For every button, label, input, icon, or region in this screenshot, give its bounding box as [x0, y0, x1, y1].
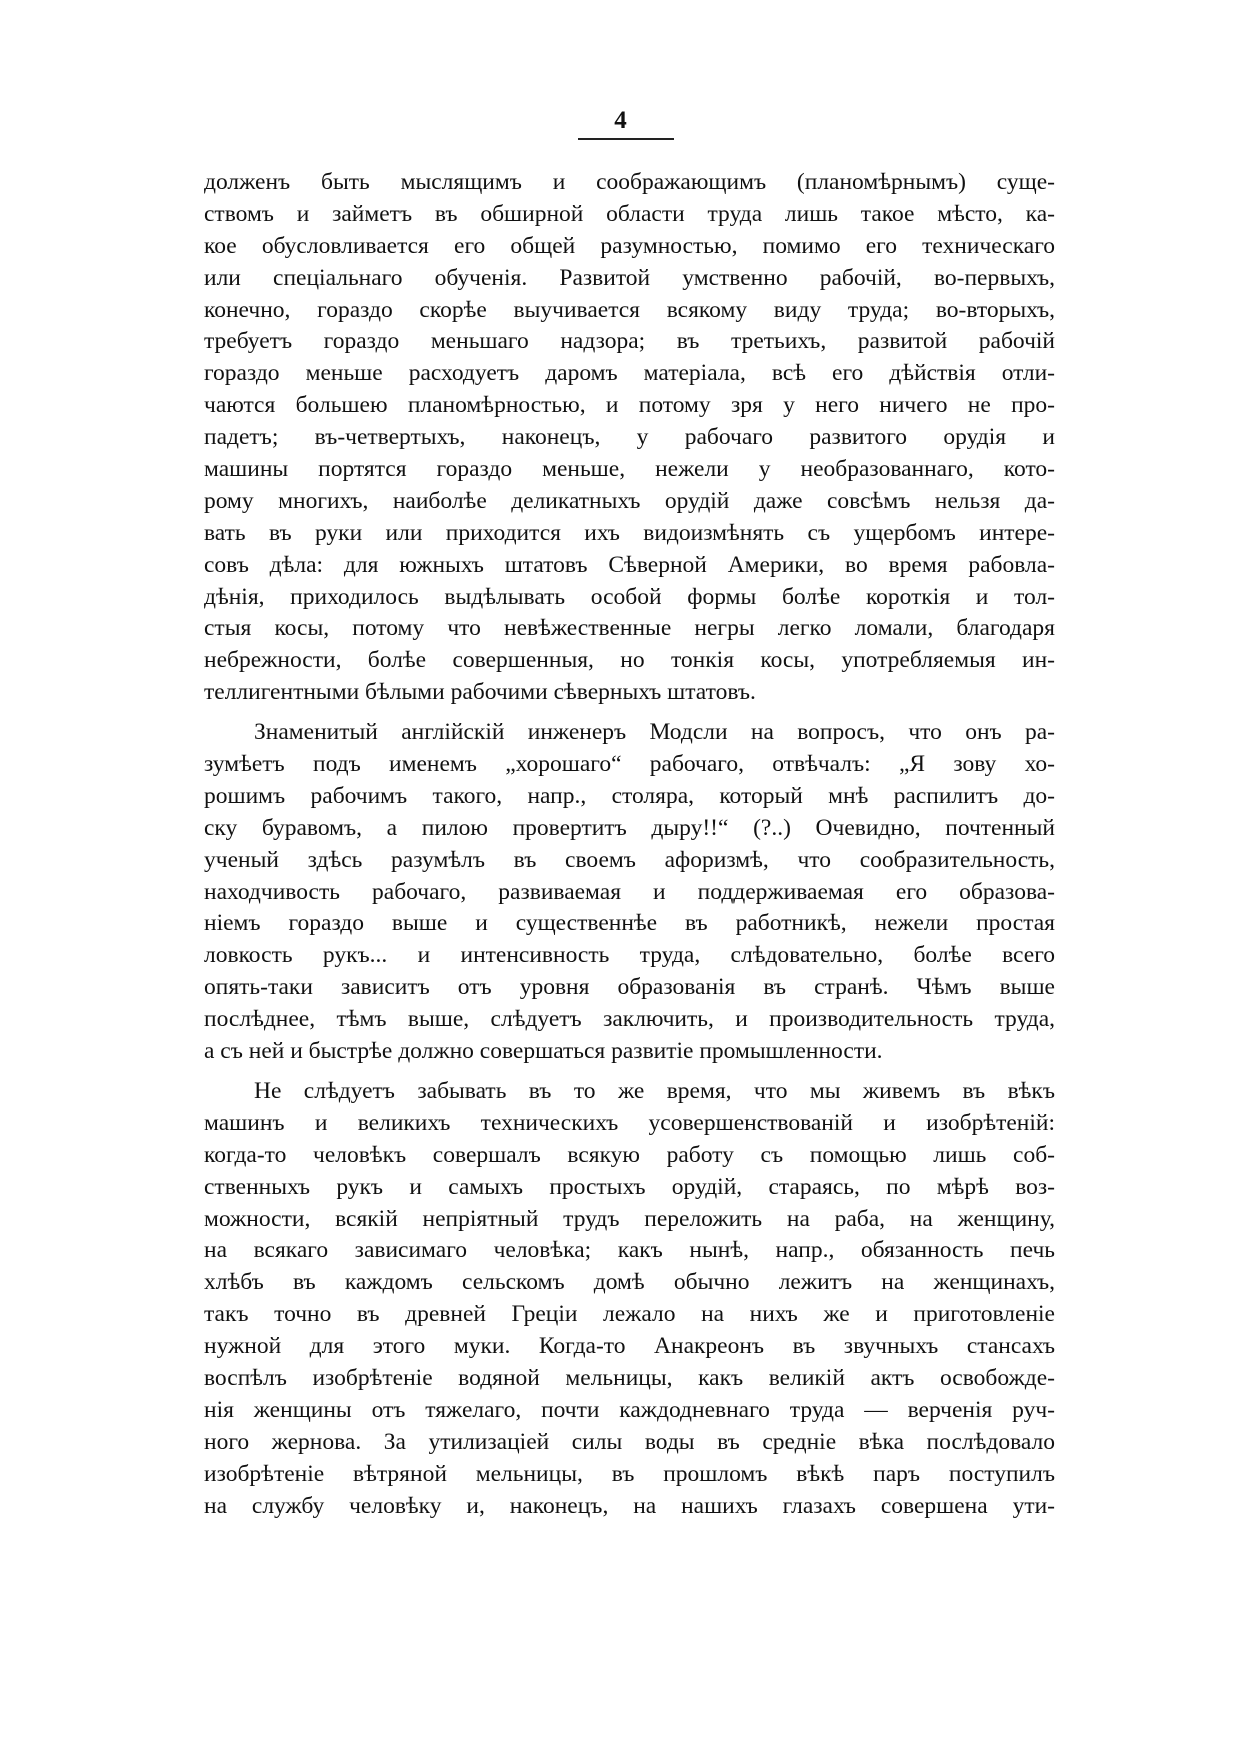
text-line: находчивость рабочаго, развиваемая и поддерживаемая его образова- — [204, 878, 1055, 905]
text-line: небрежности, болѣе совершенныя, но тонкія косы, употребляемыя ин- — [204, 647, 1055, 674]
text-line: или спеціальнаго обученія. Развитой умственно рабочій, во-первыхъ, — [204, 264, 1055, 291]
text-line: гораздо меньше расходуетъ даромъ матеріала, всѣ его дѣйствія отли- — [204, 360, 1055, 387]
text-line: падетъ; въ-четвертыхъ, наконецъ, у рабочаго развитого орудія и — [204, 424, 1055, 451]
text-line: а съ ней и быстрѣе должно совершаться развитіе промышленности. — [204, 1038, 883, 1065]
body-text — [204, 167, 1055, 1522]
text-line: Не слѣдуетъ забывать въ то же время, что мы живемъ въ вѣкъ — [254, 1077, 1055, 1104]
text-line: такъ точно въ древней Греціи лежало на нихъ же и приготовленіе — [204, 1301, 1055, 1328]
text-line: ловкость рукъ... и интенсивность труда, слѣдовательно, болѣе всего — [204, 942, 1055, 969]
text-line: нужной для этого муки. Когда-то Анакреонъ въ звучныхъ стансахъ — [204, 1333, 1055, 1360]
page-number-rule — [578, 138, 674, 140]
text-line: ученый здѣсь разумѣлъ въ своемъ афоризмѣ, что сообразительность, — [204, 846, 1055, 873]
text-line: машины портятся гораздо меньше, нежели у необразованнаго, кото- — [204, 456, 1055, 483]
text-line: на всякаго зависимаго человѣка; какъ нынѣ, напр., обязанность печь — [204, 1237, 1055, 1264]
paragraph-gap — [204, 1068, 1055, 1076]
text-line: Знаменитый англійскій инженеръ Модсли на вопросъ, что онъ ра- — [254, 719, 1055, 746]
text-line: теллигентными бѣлыми рабочими сѣверныхъ штатовъ. — [204, 679, 756, 706]
paragraph-gap — [204, 709, 1055, 717]
text-line: ніемъ гораздо выше и существеннѣе въ работникѣ, нежели простая — [204, 910, 1055, 937]
text-line: когда-то человѣкъ совершалъ всякую работу съ помощью лишь соб- — [204, 1141, 1055, 1168]
text-line: опять-таки зависитъ отъ уровня образованія въ странѣ. Чѣмъ выше — [204, 974, 1055, 1001]
text-line: хлѣбъ въ каждомъ сельскомъ домѣ обычно лежитъ на женщинахъ, — [204, 1269, 1055, 1296]
text-line: вать въ руки или приходится ихъ видоизмѣнять съ ущербомъ интере- — [204, 519, 1055, 546]
text-line: зумѣетъ подъ именемъ „хорошаго“ рабочаго, отвѣчалъ: „Я зову хо- — [204, 751, 1055, 778]
text-line: совъ дѣла: для южныхъ штатовъ Сѣверной Америки, во время рабовла- — [204, 551, 1055, 578]
text-line: ного жернова. За утилизаціей силы воды въ средніе вѣка послѣдовало — [204, 1428, 1055, 1455]
text-line: можности, всякій непріятный трудъ переложить на раба, на женщину, — [204, 1205, 1055, 1232]
text-line: конечно, гораздо скорѣе выучивается всякому виду труда; во-вторыхъ, — [204, 296, 1055, 323]
text-line: машинъ и великихъ техническихъ усовершенствованій и изобрѣтеній: — [204, 1109, 1055, 1136]
text-line: на службу человѣку и, наконецъ, на нашихъ глазахъ совершена ути- — [204, 1492, 1055, 1519]
text-line: стыя косы, потому что невѣжественные негры легко ломали, благодаря — [204, 615, 1055, 642]
text-line: дѣнія, приходилось выдѣлывать особой формы болѣе короткія и тол- — [204, 583, 1055, 610]
text-line: рому многихъ, наиболѣе деликатныхъ орудій даже совсѣмъ нельзя да- — [204, 487, 1055, 514]
page-number: 4 — [614, 107, 627, 134]
text-line: ственныхъ рукъ и самыхъ простыхъ орудій, стараясь, по мѣрѣ воз- — [204, 1173, 1055, 1200]
text-line: долженъ быть мыслящимъ и соображающимъ (планомѣрнымъ) суще- — [204, 169, 1055, 195]
text-line: требуетъ гораздо меньшаго надзора; въ третьихъ, развитой рабочій — [204, 328, 1055, 355]
text-line: нія женщины отъ тяжелаго, почти каждодневнаго труда — верченія руч- — [204, 1396, 1055, 1423]
text-line: послѣднее, тѣмъ выше, слѣдуетъ заключить, и производительность труда, — [204, 1006, 1055, 1033]
text-line: изобрѣтеніе вѣтряной мельницы, въ прошломъ вѣкѣ паръ поступилъ — [204, 1460, 1055, 1487]
text-line: чаются большею планомѣрностью, и потому зря у него ничего не про- — [204, 392, 1055, 419]
text-line: ствомъ и займетъ въ обширной области труда лишь такое мѣсто, ка- — [204, 200, 1055, 227]
text-line: воспѣлъ изобрѣтеніе водяной мельницы, какъ великій актъ освобожде- — [204, 1364, 1055, 1391]
text-line: рошимъ рабочимъ такого, напр., столяра, который мнѣ распилитъ до- — [204, 782, 1055, 809]
text-line: ску буравомъ, а пилою провертитъ дыру!!“ (?..) Очевидно, почтенный — [204, 814, 1055, 841]
text-line: кое обусловливается его общей разумностью, помимо его техническаго — [204, 232, 1055, 259]
